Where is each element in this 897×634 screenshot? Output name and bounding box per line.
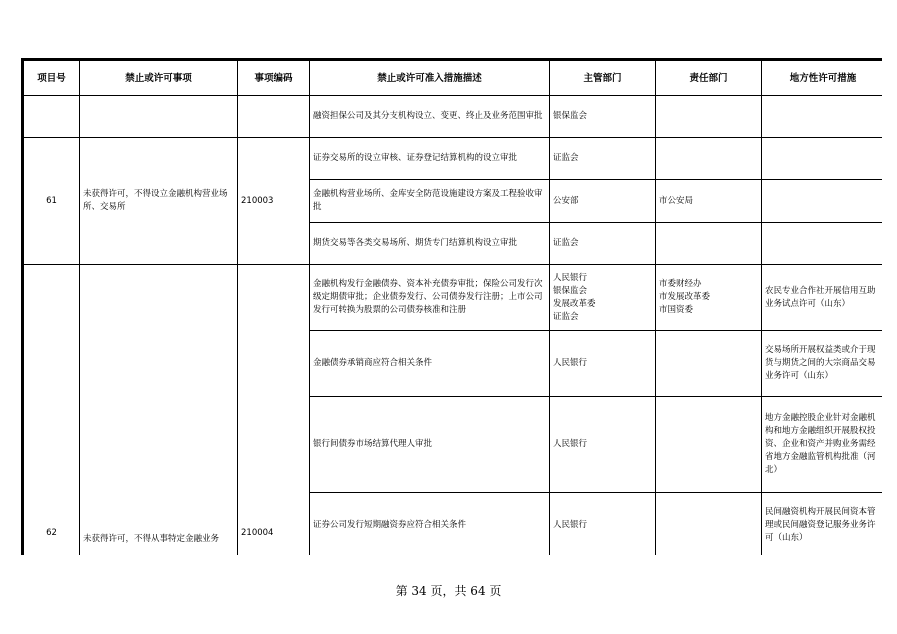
item-cell: 未获得许可，不得从事特定金融业务 — [80, 265, 238, 556]
competent-dept-cell: 银保监会 — [550, 96, 656, 138]
measure-desc-cell: 证券公司发行短期融资券应符合相关条件 — [310, 493, 550, 556]
competent-dept-cell: 证监会 — [550, 138, 656, 180]
regulation-table-container — [21, 58, 882, 555]
measure-desc-cell: 金融机构发行金融债券、资本补充债券审批；保险公司发行次级定期债审批；企业债券发行、公司债券发行注册；上市公司发行可转换为股票的公司债券核准和注册 — [310, 265, 550, 331]
responsible-dept-cell: 市委财经办 市发展改革委 市国资委 — [656, 265, 762, 331]
responsible-dept-cell — [656, 223, 762, 265]
competent-dept-cell: 人民银行 — [550, 397, 656, 493]
header-item: 禁止或许可事项 — [80, 61, 238, 96]
header-competent-dept: 主管部门 — [550, 61, 656, 96]
competent-dept-cell: 公安部 — [550, 180, 656, 223]
local-measure-cell — [762, 138, 883, 180]
responsible-dept-cell — [656, 331, 762, 397]
competent-dept-cell: 人民银行 — [550, 331, 656, 397]
measure-desc-cell: 期货交易等各类交易场所、期货专门结算机构设立审批 — [310, 223, 550, 265]
responsible-dept-cell — [656, 96, 762, 138]
table-row — [24, 96, 883, 138]
competent-dept-cell: 人民银行 银保监会 发展改革委 证监会 — [550, 265, 656, 331]
item-cell — [80, 96, 238, 138]
code-cell — [238, 96, 310, 138]
local-measure-cell: 农民专业合作社开展信用互助业务试点许可（山东） — [762, 265, 883, 331]
responsible-dept-cell: 市公安局 — [656, 180, 762, 223]
responsible-dept-cell — [656, 493, 762, 556]
measure-desc-cell: 金融机构营业场所、金库安全防范设施建设方案及工程验收审批 — [310, 180, 550, 223]
local-measure-cell — [762, 180, 883, 223]
competent-dept-cell: 证监会 — [550, 223, 656, 265]
local-measure-cell: 交易场所开展权益类或介于现货与期货之间的大宗商品交易业务许可（山东） — [762, 331, 883, 397]
regulation-table — [23, 60, 882, 555]
page-footer: 第 34 页，共 64 页 — [395, 584, 502, 598]
competent-dept-cell: 人民银行 — [550, 493, 656, 556]
header-responsible-dept: 责任部门 — [656, 61, 762, 96]
header-local-measure: 地方性许可措施 — [762, 61, 883, 96]
responsible-dept-cell — [656, 138, 762, 180]
local-measure-cell — [762, 96, 883, 138]
responsible-dept-cell — [656, 397, 762, 493]
local-measure-cell: 地方金融控股企业针对金融机构和地方金融组织开展股权投资、企业和资产并购业务需经省地方金融监管机构批准（河北） — [762, 397, 883, 493]
item-number-cell: 62 — [24, 265, 80, 556]
item-number-cell: 61 — [24, 138, 80, 265]
measure-desc-cell: 证券交易所的设立审核、证券登记结算机构的设立审批 — [310, 138, 550, 180]
item-number-cell — [24, 96, 80, 138]
header-code: 事项编码 — [238, 61, 310, 96]
table-row — [24, 265, 883, 331]
header-measure-desc: 禁止或许可准入措施描述 — [310, 61, 550, 96]
code-cell: 210003 — [238, 138, 310, 265]
measure-desc-cell: 银行间债券市场结算代理人审批 — [310, 397, 550, 493]
measure-desc-cell: 金融债券承销商应符合相关条件 — [310, 331, 550, 397]
header-item-number: 项目号 — [24, 61, 80, 96]
code-cell: 210004 — [238, 265, 310, 556]
item-cell: 未获得许可，不得设立金融机构营业场所、交易所 — [80, 138, 238, 265]
table-row — [24, 138, 883, 180]
measure-desc-cell: 融资担保公司及其分支机构设立、变更、终止及业务范围审批 — [310, 96, 550, 138]
local-measure-cell — [762, 223, 883, 265]
local-measure-cell: 民间融资机构开展民间资本管理或民间融资登记服务业务许可（山东） — [762, 493, 883, 556]
table-header-row — [24, 61, 883, 96]
